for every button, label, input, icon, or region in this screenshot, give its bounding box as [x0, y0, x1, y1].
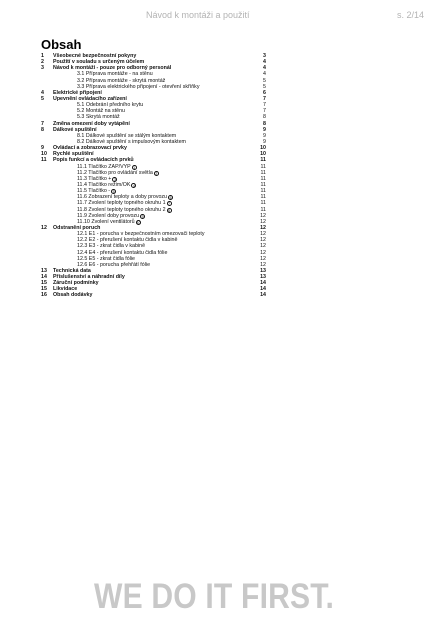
- toc-entry-label: [53, 292, 92, 298]
- toc-entry-page: 11: [260, 188, 266, 195]
- toc-entry-page: 11: [260, 200, 266, 207]
- toc-entry-page: 7: [263, 102, 266, 109]
- toc-entry-page: 12: [260, 231, 266, 238]
- toc-entry-text: 12.4 E4 - přerušení kontaktu čidla fólie: [77, 249, 168, 256]
- toc-entry-page: 14: [260, 280, 266, 287]
- toc-entry-text: 3.2 Příprava montáže - skrytá montáž: [77, 77, 166, 84]
- toc-entry-number: 3: [41, 65, 44, 72]
- toc-entry-page: 5: [263, 83, 266, 90]
- toc-entry-text: 11.7 Zvolení teploty topného okruhu 1: [77, 200, 166, 207]
- circled-number-icon: 8: [168, 208, 170, 213]
- toc-entry-number: 10: [41, 151, 47, 158]
- toc-entry-text: 8.1 Dálkové spuštění se stálým kontaktem: [77, 132, 177, 139]
- circled-number-icon: 7: [168, 202, 170, 207]
- toc-entry-page: 12: [260, 243, 266, 250]
- toc-entry-text: Dálkové spuštění: [53, 126, 97, 133]
- toc-entry-page: 8: [263, 114, 266, 121]
- toc-entry-text: 8.2 Dálkové spuštění s impulsovým kontaktem: [77, 138, 186, 145]
- toc-entry-number: 15: [41, 286, 47, 293]
- toc-entry-page: 12: [260, 224, 266, 231]
- circled-number-icon: 2: [155, 171, 158, 176]
- toc-entry-text: Obsah dodávky: [53, 292, 93, 299]
- brand-slogan: WE DO IT FIRST.: [94, 577, 335, 616]
- toc-entry-page: 12: [260, 249, 266, 256]
- toc-entry-page: 4: [263, 65, 266, 72]
- toc-entry-page: 12: [260, 261, 266, 268]
- toc-entry-text: Návod k montáži - pouze pro odborný personál: [53, 65, 172, 72]
- toc-entry-text: 5.3 Skrytá montáž: [77, 114, 120, 121]
- toc-entry-text: 5.1 Odebrání předního krytu: [77, 102, 144, 109]
- circled-number-icon: 5: [112, 190, 115, 195]
- toc-entry-page: 12: [260, 255, 266, 262]
- toc-entry-text: 11.8 Zvolení teploty topného okruhu 2: [77, 206, 166, 213]
- toc-entry-text: Všeobecné bezpečnostní pokyny: [53, 53, 137, 59]
- toc-entry-number: 5: [41, 95, 44, 102]
- toc-entry-page: 7: [263, 108, 266, 115]
- toc-entry-text: 3.3 Příprava elektrického připojení - otevření skříňky: [77, 83, 200, 90]
- toc-entry-page: 11: [260, 175, 266, 182]
- toc-entry-number: 16: [41, 292, 47, 299]
- toc-entry-page: 11: [260, 169, 266, 176]
- toc-entry-page: 12: [260, 237, 266, 244]
- toc-entry-page: 6: [263, 89, 266, 96]
- toc-entry-text: Elektrické připojení: [53, 89, 102, 96]
- toc-entry-page: 9: [263, 138, 266, 145]
- circled-number-icon: 3: [113, 177, 116, 182]
- toc-entry-page: 11: [260, 163, 266, 170]
- table-of-contents: [41, 53, 266, 299]
- toc-entry-text: 11.1 Tlačítko ZAP/VYP: [77, 163, 131, 170]
- toc-entry-text: 11.9 Zvolení doby provozu: [77, 212, 140, 219]
- toc-entry-text: 12.3 E3 - zkrat čidla v kabině: [77, 243, 146, 250]
- toc-entry-page: 10: [260, 151, 266, 158]
- toc-entry-text: Rychlé spuštění: [53, 151, 94, 158]
- toc-entry-page: 11: [260, 194, 266, 201]
- circled-number-icon: 4: [132, 183, 135, 188]
- circled-number-icon: 1: [133, 165, 136, 170]
- toc-entry-page: 11: [260, 181, 266, 188]
- toc-entry-text: 11.3 Tlačítko +: [77, 175, 112, 182]
- toc-entry-text: Záruční podmínky: [53, 280, 99, 287]
- toc-entry-text: 5.2 Montáž na stěnu: [77, 108, 125, 115]
- toc-entry-number: 14: [41, 274, 47, 281]
- toc-entry-page: 4: [263, 71, 266, 78]
- circled-number-icon: 10: [136, 220, 141, 225]
- toc-entry-page: 5: [263, 77, 266, 84]
- toc-entry-text: 11.2 Tlačítko pro ovládání světla: [77, 169, 153, 176]
- page-header: [0, 10, 446, 24]
- toc-entry-page: 4: [263, 59, 266, 66]
- page-number: s. 2/14: [396, 10, 424, 20]
- toc-entry-page: 11: [260, 157, 266, 164]
- toc-entry-text: Likvidace: [53, 286, 78, 293]
- toc-entry-page: 3: [263, 53, 266, 59]
- toc-entry-page: 11: [260, 206, 266, 213]
- toc-entry-page: 14: [260, 286, 266, 293]
- toc-entry-number: 11: [41, 157, 47, 164]
- toc-entry-text: Technická data: [53, 267, 91, 274]
- toc-entry-text: Ovládací a zobrazovací prvky: [53, 145, 127, 152]
- circled-number-icon: 6: [169, 196, 172, 201]
- toc-entry-text: 12.5 E5 - zkrat čidla fólie: [77, 255, 135, 262]
- toc-entry-text: Změna omezení doby vytápění: [53, 120, 130, 127]
- toc-heading: Obsah: [41, 37, 82, 52]
- toc-entry-text: 12.2 E2 - přerušení kontaktu čidla v kabině: [77, 237, 178, 244]
- toc-entry-text: 11.5 Tlačítko -: [77, 188, 111, 195]
- toc-entry-page: 14: [260, 292, 266, 299]
- toc-chapter-entry[interactable]: [41, 292, 266, 298]
- toc-entry-page: 13: [260, 267, 266, 274]
- document-title: Návod k montáži a použití: [146, 10, 250, 20]
- toc-entry-page: 7: [263, 95, 266, 102]
- toc-entry-number: 4: [41, 89, 44, 96]
- toc-entry-page: 13: [260, 274, 266, 281]
- toc-entry-text: Popis funkcí a ovládacích prvků: [53, 157, 134, 164]
- toc-entry-text: 3.1 Příprava montáže - na stěnu: [77, 71, 153, 78]
- toc-entry-number: 15: [41, 280, 47, 287]
- toc-entry-page: 10: [260, 145, 266, 152]
- toc-entry-text: Upevnění ovládacího zařízení: [53, 95, 127, 102]
- toc-entry-number: 9: [41, 145, 44, 152]
- toc-entry-number: 12: [41, 224, 47, 231]
- toc-entry-page: 12: [260, 212, 266, 219]
- toc-entry-page: 9: [263, 126, 266, 133]
- toc-entry-text: Příslušenství a náhradní díly: [53, 274, 125, 281]
- toc-entry-text: Odstranění poruch: [53, 224, 101, 231]
- toc-entry-text: 11.6 Zobrazení teploty a doby provozu: [77, 194, 168, 201]
- toc-entry-text: 11.10 Zvolení ventilátorů: [77, 218, 135, 225]
- toc-entry-text: 11.4 Tlačítko režim/OK: [77, 181, 131, 188]
- toc-entry-text: 12.1 E1 - porucha v bezpečnostním omezovači teploty: [77, 231, 205, 238]
- circled-number-icon: 9: [141, 214, 144, 219]
- toc-entry-number: 7: [41, 120, 44, 127]
- toc-entry-page: 8: [263, 120, 266, 127]
- toc-entry-number: 2: [41, 59, 44, 66]
- toc-entry-page: 12: [260, 218, 266, 225]
- toc-entry-number: 8: [41, 126, 44, 133]
- toc-entry-text: 12.6 E6 - porucha přehřátí fólie: [77, 261, 151, 268]
- toc-entry-number: 1: [41, 53, 44, 59]
- toc-entry-text: Použití v souladu s určeným účelem: [53, 59, 145, 66]
- toc-entry-page: 9: [263, 132, 266, 139]
- toc-entry-number: 13: [41, 267, 47, 274]
